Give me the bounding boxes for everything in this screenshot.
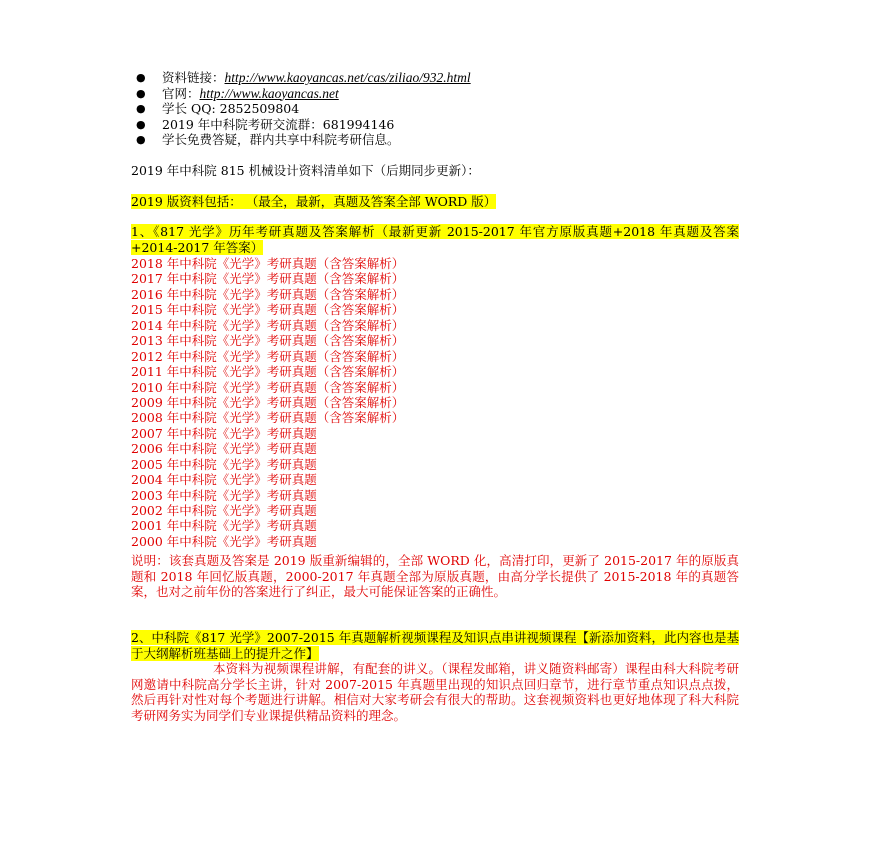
- section1-title-block: [131, 224, 739, 255]
- exam-list-item: 2011 年中科院《光学》考研真题（含答案解析）: [131, 364, 405, 380]
- exam-list-item: 2016 年中科院《光学》考研真题（含答案解析）: [131, 286, 405, 302]
- version-header: [131, 194, 496, 210]
- exam-list: [131, 256, 404, 549]
- exam-list-item: 2009 年中科院《光学》考研真题（含答案解析）: [131, 394, 405, 410]
- section2-title-block: [131, 630, 739, 661]
- section2-body: 本资料为视频课程讲解，有配套的讲义。（课程发邮箱，讲义随资料邮寄）课程由科大科院考研网邀请中科院高分学长主讲，针对 2007-2015 年真题里出现的知识点回归章节，进行章节重点知识点点拨，然后再针对性对每个考题进行讲解。相信对大家考研会有很大的帮助。这套视频资料也更好地体现了科大科院考研网务实为同学们专业课提供精品资料的理念。: [131, 661, 739, 723]
- list-title: 2019 年中科院 815 机械设计资料清单如下（后期同步更新）：: [131, 163, 480, 178]
- bullet-label: 学长免费答疑，群内共享中科院考研信息。: [162, 132, 400, 147]
- exam-list-item: 2010 年中科院《光学》考研真题（含答案解析）: [131, 379, 405, 395]
- version-header-text: 2019 版资料包括： （最全，最新，真题及答案全部 WORD 版）: [131, 194, 497, 209]
- resource-link[interactable]: http://www.kaoyancas.net/cas/ziliao/932.html: [224, 70, 471, 85]
- bullet-label: 官网：: [162, 85, 200, 101]
- bullet-free-qa: [136, 132, 756, 148]
- exam-list-item: 2003 年中科院《光学》考研真题: [131, 487, 317, 503]
- bullet-label: 学长 QQ: 2852509804: [162, 101, 300, 116]
- exam-list-item: 2006 年中科院《光学》考研真题: [131, 441, 317, 457]
- exam-list-item: 2002 年中科院《光学》考研真题: [131, 503, 317, 518]
- bullet-label: 2019 年中科院考研交流群：681994146: [162, 116, 395, 132]
- official-site-link[interactable]: http://www.kaoyancas.net: [199, 85, 339, 101]
- exam-list-item: 2001 年中科院《光学》考研真题: [131, 518, 317, 534]
- section2-title: 2、中科院《817 光学》2007-2015 年真题解析视频课程及知识点串讲视频课程【新添加资料，此内容也是基于大纲解析班基础上的提升之作】: [131, 630, 739, 661]
- exam-list-item: 2000 年中科院《光学》考研真题: [131, 533, 317, 549]
- exam-list-item: 2008 年中科院《光学》考研真题（含答案解析）: [131, 410, 405, 426]
- bullet-qq: [136, 101, 756, 117]
- exam-list-item: 2005 年中科院《光学》考研真题: [131, 456, 317, 472]
- bullet-group: [136, 117, 756, 133]
- bullet-resource-link: [136, 70, 756, 86]
- exam-list-item: 2013 年中科院《光学》考研真题（含答案解析）: [131, 333, 405, 349]
- exam-list-item: 2004 年中科院《光学》考研真题: [131, 472, 317, 488]
- exam-list-item: 2012 年中科院《光学》考研真题（含答案解析）: [131, 348, 405, 364]
- exam-list-item: 2017 年中科院《光学》考研真题（含答案解析）: [131, 271, 405, 287]
- exam-list-item: 2007 年中科院《光学》考研真题: [131, 425, 317, 441]
- section1-title: 1、《817 光学》历年考研真题及答案解析（最新更新 2015-2017 年官方原版真题+2018 年真题及答案+2014-2017 年答案）: [131, 224, 739, 255]
- exam-list-item: 2018 年中科院《光学》考研真题（含答案解析）: [131, 256, 405, 271]
- section1-note: 说明：该套真题及答案是 2019 版重新编辑的，全部 WORD 化，高清打印，更新了 2015-2017 年的原版真题和 2018 年回忆版真题，2000-2017 年真题全部为原版真题，由高分学长提供了 2015-2018 年的真题答案，也对之前年份的答案进行了纠正，最大可能保证答案的正确性。: [131, 553, 739, 600]
- exam-list-item: 2014 年中科院《光学》考研真题（含答案解析）: [131, 317, 405, 333]
- bullet-label: 资料链接：: [162, 70, 225, 85]
- exam-list-item: 2015 年中科院《光学》考研真题（含答案解析）: [131, 302, 405, 318]
- bullet-official-site: [136, 86, 756, 102]
- info-bullet-list: [136, 70, 756, 148]
